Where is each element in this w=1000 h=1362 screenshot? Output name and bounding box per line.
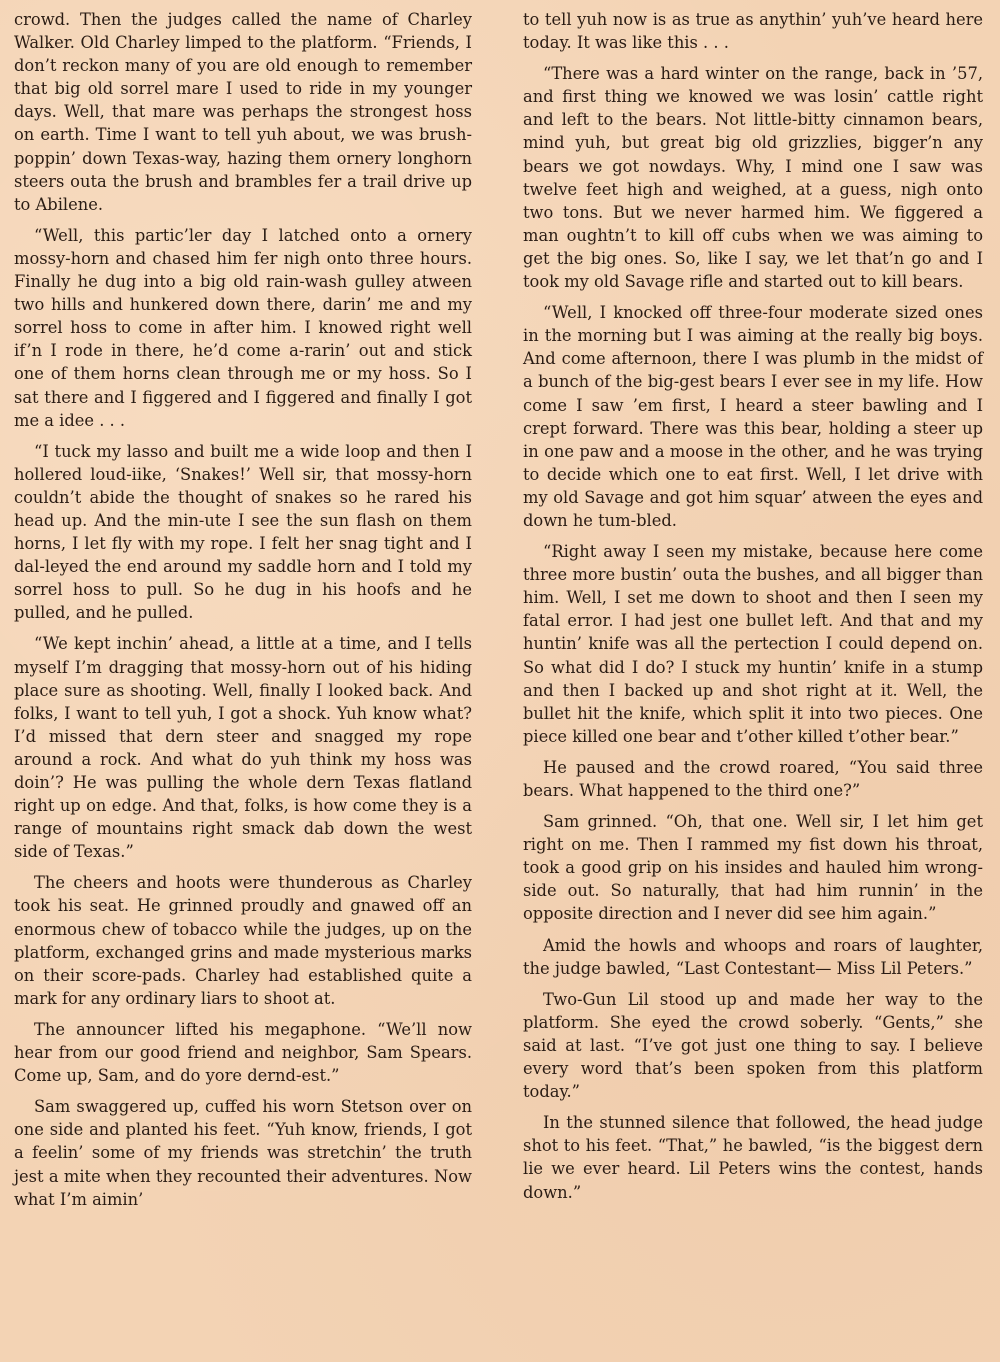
paragraph: The announcer lifted his megaphone. “We’ll now hear from our good friend and neighbor, Sam Spears. Come up, Sam, and do yore dernd-est.” xyxy=(14,1019,472,1086)
paragraph: Two-Gun Lil stood up and made her way to the platform. She eyed the crowd soberly. “Gents,” she said at last. “I’ve got just one thing to say. I believe every word that’s been spoken from this platform today.” xyxy=(523,989,983,1102)
paragraph: In the stunned silence that followed, the head judge shot to his feet. “That,” he bawled, “is the biggest dern lie we ever heard. Lil Peters wins the contest, hands down.” xyxy=(523,1113,983,1202)
paragraph: “Right away I seen my mistake, because here come three more bustin’ outa the bushes, and all bigger than him. Well, I set me down to shoot and then I seen my fatal error. I had jest one bullet left. And that and my huntin’ knife was all the pertection I could depend on. So what did I do? I stuck my huntin’ knife in a stump and then I backed up and shot right at it. Well, the bullet hit the knife, which split it into two pieces. One piece killed one bear and t’other killed t’other bear.” xyxy=(523,542,983,746)
paragraph: Amid the howls and whoops and roars of laughter, the judge bawled, “Last Contestant— Miss Lil Peters.” xyxy=(523,935,983,978)
paragraph: The cheers and hoots were thunderous as Charley took his seat. He grinned proudly and gnawed off an enormous chew of tobacco while the judges, up on the platform, exchanged grins and made mysterious marks on their score-pads. Charley had established quite a mark for any ordinary liars to shoot at. xyxy=(14,873,472,1008)
paragraph: “We kept inchin’ ahead, a little at a time, and I tells myself I’m dragging that mossy-horn out of his hiding place sure as shooting. Well, finally I looked back. And folks, I want to tell yuh, I got a shock. Yuh know what? I’d missed that dern steer and snagged my rope around a rock. And what do yuh think my hoss was doin’? He was pulling the whole dern Texas flatland right up on edge. And that, folks, is how come they is a range of mountains right smack dab down the west side of Texas.” xyxy=(14,634,472,862)
paragraph: Sam swaggered up, cuffed his worn Stetson over on one side and planted his feet. “Yuh know, friends, I got a feelin’ some of my friends was stretchin’ the truth jest a mite when they recounted their adventures. Now what I’m aimin’ xyxy=(14,1097,472,1209)
paragraph: He paused and the crowd roared, “You said three bears. What happened to the third one?” xyxy=(523,757,983,800)
paragraph: to tell yuh now is as true as anythin’ yuh’ve heard here today. It was like this . . . xyxy=(523,10,983,53)
right-column xyxy=(523,8,983,1204)
paragraph: “Well, I knocked off three-four moderate sized ones in the morning but I was aiming at the really big boys. And come afternoon, there I was plumb in the midst of a bunch of the big-gest bears I ever see in my life. How come I saw ’em first, I heard a steer bawling and I crept forward. There was this bear, holding a steer up in one paw and a moose in the other, and he was trying to decide which one to eat first. Well, I let drive with my old Savage and got him squar’ atween the eyes and down he tum-bled. xyxy=(523,303,983,530)
paragraph: “Well, this partic’ler day I latched onto a ornery mossy-horn and chased him fer nigh onto three hours. Finally he dug into a big old rain-wash gulley atween two hills and hunkered down there, darin’ me and my sorrel hoss to come in after him. I knowed right well if’n I rode in there, he’d come a-rarin’ out and stick one of them horns clean through me or my hoss. So I sat there and I figgered and I figgered and finally I got me a idee . . . xyxy=(14,225,472,430)
left-column xyxy=(14,8,472,1211)
paragraph: crowd. Then the judges called the name of Charley Walker. Old Charley limped to the platform. “Friends, I don’t reckon many of you are old enough to remember that big old sorrel mare I used to ride in my younger days. Well, that mare was perhaps the strongest hoss on earth. Time I want to tell yuh about, we was brush-poppin’ down Texas-way, hazing them ornery longhorn steers outa the brush and brambles fer a trail drive up to Abilene. xyxy=(14,10,472,214)
paragraph: “I tuck my lasso and built me a wide loop and then I hollered loud-iike, ‘Snakes!’ Well sir, that mossy-horn couldn’t abide the thought of snakes so he rared his head up. And the min-ute I see the sun flash on them horns, I let fly with my rope. I felt her snag tight and I dal-leyed the end around my saddle horn and I told my sorrel hoss to pull. So he dug in his hoofs and he pulled, and he pulled. xyxy=(14,441,472,623)
paragraph: “There was a hard winter on the range, back in ’57, and first thing we knowed we was losin’ cattle right and left to the bears. Not little-bitty cinnamon bears, mind yuh, but great big old grizzlies, bigger’n any bears we got nowdays. Why, I mind one I saw was twelve feet high and weighed, at a guess, nigh onto two tons. But we never harmed him. We figgered a man oughtn’t to kill off cubs when we was aiming to get the big ones. So, like I say, we let that’n go and I took my old Savage rifle and started out to kill bears. xyxy=(523,64,983,292)
paragraph: Sam grinned. “Oh, that one. Well sir, I let him get right on me. Then I rammed my fist down his throat, took a good grip on his insides and hauled him wrong-side out. So naturally, that had him runnin’ in the opposite direction and I never did see him again.” xyxy=(523,812,983,924)
